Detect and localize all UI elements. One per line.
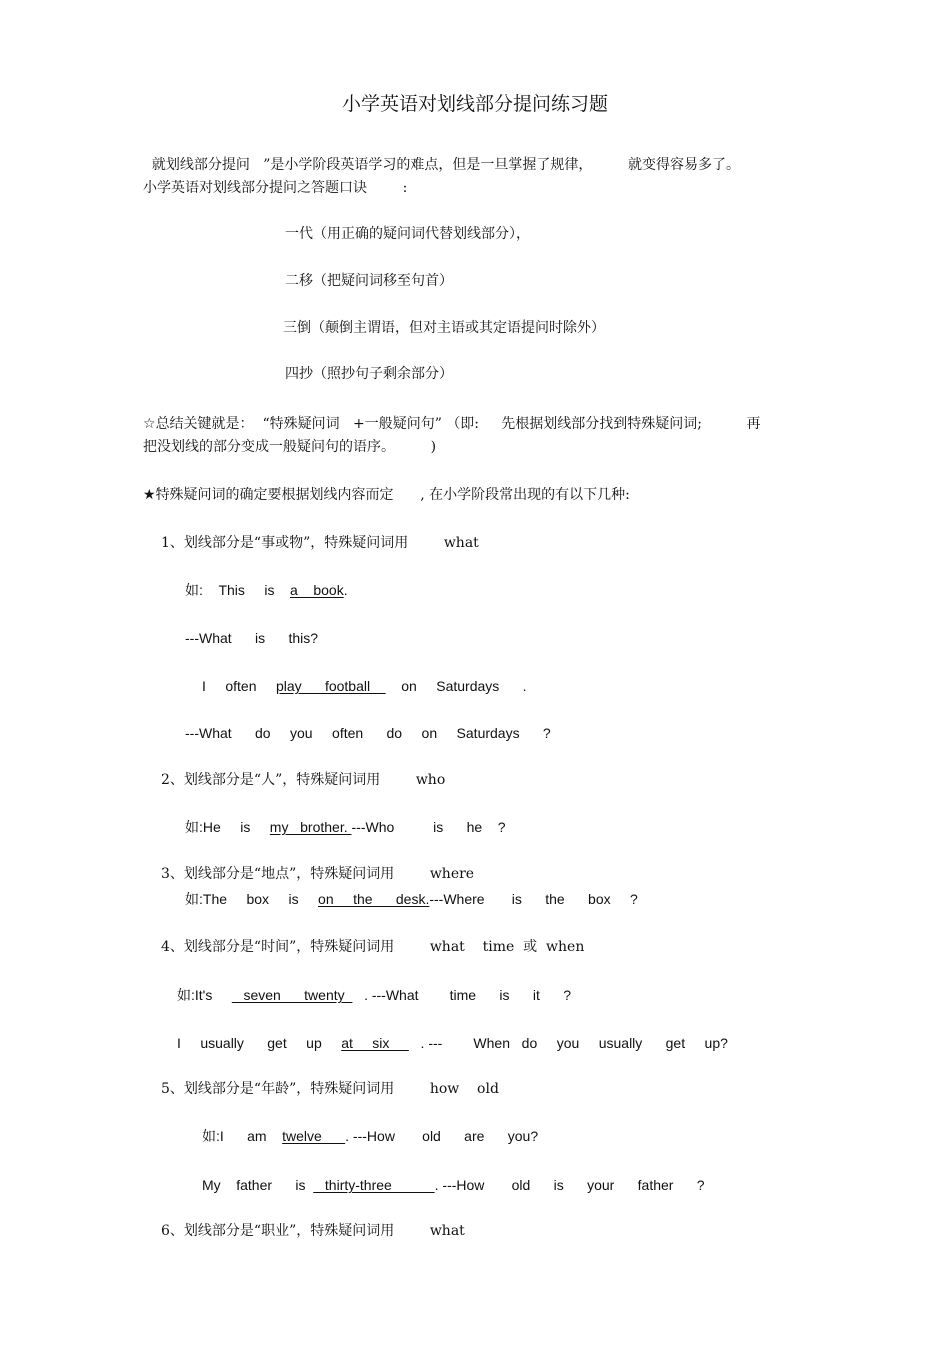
- example-text: ---Who is he ?: [351, 819, 506, 835]
- section-6-heading: 6、划线部分是“职业”，特殊疑问词用 what: [161, 1223, 465, 1239]
- summary-line-1: [143, 415, 761, 433]
- note-text: 特殊疑问词的确定要根据划线内容而定 , 在小学阶段常出现的有以下几种:: [155, 487, 630, 503]
- underlined-part: on the desk.: [318, 891, 430, 907]
- example-text: My father is: [202, 1177, 314, 1193]
- section-5-heading: 5、划线部分是“年龄”，特殊疑问词用 how old: [161, 1081, 499, 1097]
- example-text: 如: This is: [185, 582, 291, 598]
- intro-line-2: 小学英语对划线部分提问之答题口诀 :: [143, 180, 408, 196]
- example-text: . --- When do you usually get up?: [408, 1035, 728, 1051]
- example-text: I usually get up: [177, 1035, 342, 1051]
- section-3-heading: 3、划线部分是“地点”，特殊疑问词用 where: [161, 866, 475, 882]
- underlined-part: seven twenty: [231, 987, 353, 1003]
- intro-line-1: 就划线部分提问 ”是小学阶段英语学习的难点，但是一旦掌握了规律， 就变得容易多了。: [143, 157, 741, 173]
- summary-line-2: 把没划线的部分变成一般疑问句的语序。 ): [143, 439, 437, 455]
- section-3-example: [185, 890, 638, 908]
- section-1-example-2: [202, 677, 527, 695]
- section-5-example-2: [202, 1176, 705, 1194]
- rule-3: 三倒（颠倒主谓语，但对主语或其定语提问时除外）: [283, 320, 605, 336]
- example-text: on Saturdays .: [385, 678, 527, 694]
- section-1-answer-2: ---What do you often do on Saturdays ?: [185, 725, 551, 741]
- example-text: ---Where is the box ?: [429, 891, 638, 907]
- example-text: 如:He is: [185, 819, 270, 835]
- section-4-example-1: [177, 986, 571, 1004]
- example-text: . ---What time is it ?: [352, 987, 571, 1003]
- underlined-part: my brother.: [269, 819, 352, 835]
- section-5-example-1: [202, 1127, 538, 1145]
- example-text: I often: [202, 678, 276, 694]
- section-1-answer-1: ---What is this?: [185, 630, 319, 646]
- example-text: . ---How old are you?: [345, 1128, 539, 1144]
- section-4-example-2: [177, 1034, 728, 1052]
- section-1-heading: 1、划线部分是“事或物”，特殊疑问词用 what: [161, 535, 479, 551]
- black-star-icon: ★: [143, 487, 156, 503]
- example-text: 如:It's: [177, 987, 232, 1003]
- note-line: [143, 486, 630, 504]
- example-text: .: [343, 582, 348, 598]
- example-text: 如:The box is: [185, 891, 319, 907]
- underlined-part: thirty-three: [313, 1177, 435, 1193]
- underlined-part: at six: [341, 1035, 409, 1051]
- rule-2: 二移（把疑问词移至句首）: [285, 273, 453, 289]
- rule-4: 四抄（照抄句子剩余部分）: [285, 366, 453, 382]
- section-2-heading: 2、划线部分是“人”，特殊疑问词用 who: [161, 772, 446, 788]
- example-text: 如:I am: [202, 1128, 283, 1144]
- rule-1: 一代（用正确的疑问词代替划线部分），: [285, 226, 530, 242]
- page-title: 小学英语对划线部分提问练习题: [341, 93, 608, 115]
- section-2-example: [185, 818, 506, 836]
- example-text: . ---How old is your father ?: [434, 1177, 705, 1193]
- underlined-part: a book: [290, 582, 344, 598]
- underlined-part: twelve: [282, 1128, 346, 1144]
- white-star-icon: ☆: [143, 416, 156, 432]
- summary-text-1: 总结关键就是： “特殊疑问词 +一般疑问句” （即: 先根据划线部分找到特殊疑问词; 再: [155, 416, 761, 432]
- section-4-heading: 4、划线部分是“时间”，特殊疑问词用 what time 或 when: [161, 939, 585, 955]
- section-1-example-1: [185, 581, 348, 599]
- underlined-part: play football: [275, 678, 386, 694]
